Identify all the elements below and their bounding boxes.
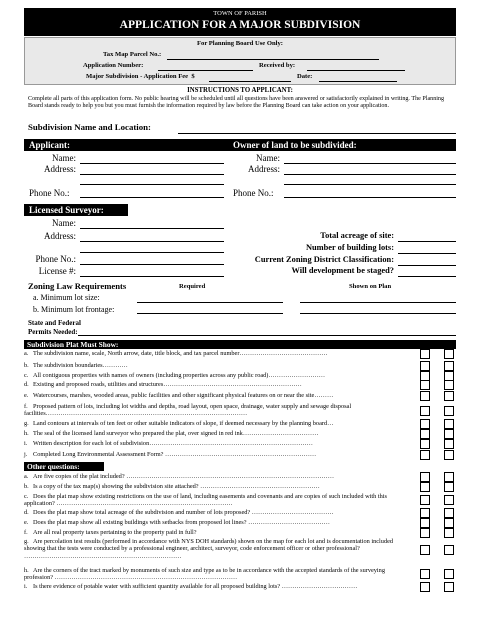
other-header: Other questions: bbox=[27, 462, 80, 471]
plat-yes-checkbox[interactable] bbox=[420, 439, 430, 449]
tax-map-field[interactable] bbox=[167, 59, 379, 60]
plat-item-text: The subdivision boundaries………… bbox=[33, 362, 128, 369]
plat-item bbox=[24, 451, 316, 458]
other-item bbox=[24, 483, 320, 490]
plat-no-checkbox[interactable] bbox=[444, 450, 454, 460]
plat-item-letter: g. bbox=[24, 420, 29, 427]
date-label: Date: bbox=[297, 73, 313, 80]
other-item-text: Are the corners of the tract marked by monuments of such size and type as to be in accordance with the accepted standards of the surveying profession? …………………………………………………………………………… bbox=[24, 567, 385, 582]
other-no-checkbox[interactable] bbox=[444, 472, 454, 482]
lot-size-required-field[interactable] bbox=[137, 302, 283, 303]
yes-column-label: YES bbox=[419, 341, 430, 347]
permits-field[interactable] bbox=[78, 335, 456, 336]
lot-size-shown-field[interactable] bbox=[300, 302, 456, 303]
other-item-letter: g. bbox=[24, 538, 29, 545]
applicant-address-field-1[interactable] bbox=[80, 174, 224, 175]
plat-yes-checkbox[interactable] bbox=[420, 406, 430, 416]
plat-item-letter: a. bbox=[24, 350, 29, 357]
plat-yes-checkbox[interactable] bbox=[420, 361, 430, 371]
other-item-letter: e. bbox=[24, 519, 29, 526]
zoning-shown-col: Shown on Plan bbox=[349, 283, 392, 290]
other-item-letter: d. bbox=[24, 509, 29, 516]
other-item bbox=[24, 493, 412, 508]
office-use-title: For Planning Board Use Only: bbox=[197, 40, 283, 47]
date-field[interactable] bbox=[319, 81, 397, 82]
other-item bbox=[24, 567, 412, 582]
other-item-letter: b. bbox=[24, 483, 29, 490]
applicant-header: Applicant: bbox=[29, 140, 71, 150]
plat-item-text: Proposed pattern of lots, including lot widths and depths, road layout, open space, drainage, water supply and sewage disposal facilities…………………………………………………………………………………… bbox=[24, 403, 352, 418]
other-item-text: Is a copy of the tax map(s) showing the subdivision site attached? ………………………………………………… bbox=[33, 483, 320, 490]
other-no-checkbox[interactable] bbox=[444, 528, 454, 538]
other-item-letter: c. bbox=[24, 493, 29, 500]
plat-no-checkbox[interactable] bbox=[444, 349, 454, 359]
plat-yes-checkbox[interactable] bbox=[420, 429, 430, 439]
instructions-title: INSTRUCTIONS TO APPLICANT: bbox=[187, 87, 293, 94]
building-lots-label: Number of building lots: bbox=[305, 243, 394, 252]
surveyor-license-label: License #: bbox=[38, 266, 76, 276]
other-yes-checkbox[interactable] bbox=[420, 508, 430, 518]
plat-item bbox=[24, 440, 313, 447]
applicant-address-label: Address: bbox=[44, 164, 76, 174]
surveyor-phone-label: Phone No.: bbox=[35, 254, 76, 264]
plat-yes-checkbox[interactable] bbox=[420, 391, 430, 401]
other-item-text: Does the plat map show existing restrictions on the use of land, including easements and covenants and are copies of such included with this application? ………………………………………………………………………… bbox=[24, 493, 387, 508]
zoning-classification-label: Current Zoning District Classification: bbox=[254, 255, 394, 264]
zoning-row-lot-size: a. Minimum lot size: bbox=[33, 293, 100, 302]
building-lots-field[interactable] bbox=[398, 253, 456, 254]
received-by-field[interactable] bbox=[307, 70, 405, 71]
plat-item-text: All contiguous properties with names of owners (including properties across any public road)……………………… bbox=[33, 372, 326, 379]
plat-yes-checkbox[interactable] bbox=[420, 419, 430, 429]
zoning-row-frontage: b. Minimum lot frontage: bbox=[33, 305, 115, 314]
surveyor-phone-field[interactable] bbox=[80, 264, 224, 265]
other-item-letter: i. bbox=[24, 583, 28, 590]
received-by-label: Received by: bbox=[259, 62, 296, 69]
surveyor-license-field[interactable] bbox=[80, 276, 224, 277]
no-column-label: NO bbox=[444, 341, 452, 347]
plat-item bbox=[24, 372, 325, 379]
plat-item-letter: d. bbox=[24, 381, 29, 388]
plat-no-checkbox[interactable] bbox=[444, 391, 454, 401]
permits-label-line-2: Permits Needed: bbox=[28, 328, 78, 336]
applicant-phone-label: Phone No.: bbox=[29, 188, 70, 198]
plat-no-checkbox[interactable] bbox=[444, 439, 454, 449]
zoning-title: Zoning Law Requirements bbox=[28, 281, 127, 291]
plat-item bbox=[24, 430, 318, 437]
plat-item bbox=[24, 362, 128, 369]
plat-item-text: Written description for each lot of subdivision…………………………………………………………………… bbox=[33, 440, 313, 447]
other-no-checkbox[interactable] bbox=[444, 508, 454, 518]
other-item bbox=[24, 473, 334, 480]
permits-label bbox=[28, 319, 81, 337]
plat-item-letter: f. bbox=[24, 403, 28, 410]
plat-item bbox=[24, 392, 333, 399]
other-item-text: Does the plat map show total acreage of the subdivision and number of lots proposed? ………………………………… bbox=[33, 509, 334, 516]
permits-label-line-1: State and Federal bbox=[28, 319, 81, 327]
fee-label-text: Major Subdivision - Application Fee bbox=[86, 73, 189, 80]
town-name: TOWN OF PARISH bbox=[213, 10, 267, 17]
other-no-checkbox[interactable] bbox=[444, 569, 454, 579]
other-item-text: Is there evidence of potable water with sufficient quantity available for all proposed building lots? ……………………………… bbox=[33, 583, 358, 590]
other-item bbox=[24, 583, 357, 590]
plat-item-text: The seal of the licensed land surveyor who prepared the plat, over signed in red ink……………………………… bbox=[33, 430, 319, 437]
plat-no-checkbox[interactable] bbox=[444, 361, 454, 371]
zoning-classification-field[interactable] bbox=[398, 265, 456, 266]
plat-yes-checkbox[interactable] bbox=[420, 450, 430, 460]
fee-currency: $ bbox=[191, 73, 195, 80]
total-acreage-label: Total acreage of site: bbox=[320, 231, 394, 240]
frontage-required-field[interactable] bbox=[137, 313, 283, 314]
plat-item-letter: e. bbox=[24, 392, 29, 399]
other-yes-checkbox[interactable] bbox=[420, 569, 430, 579]
applicant-phone-field[interactable] bbox=[80, 197, 224, 198]
other-item-text: Are all real property taxes pertaining to the property paid in full? bbox=[33, 529, 197, 536]
plat-no-checkbox[interactable] bbox=[444, 380, 454, 390]
other-yes-checkbox[interactable] bbox=[420, 495, 430, 505]
plat-item bbox=[24, 403, 412, 418]
other-yes-checkbox[interactable] bbox=[420, 545, 430, 555]
plat-item-letter: h. bbox=[24, 430, 29, 437]
other-item-letter: f. bbox=[24, 529, 28, 536]
owner-address-field-1[interactable] bbox=[284, 174, 456, 175]
surveyor-name-label: Name: bbox=[52, 218, 76, 228]
plat-item-text: Completed Long Environmental Assessment Form? ……………………………………………………………… bbox=[33, 451, 317, 458]
other-item-letter: a. bbox=[24, 473, 29, 480]
total-acreage-field[interactable] bbox=[398, 241, 456, 242]
zoning-required-col: Required bbox=[179, 283, 206, 290]
other-yes-checkbox[interactable] bbox=[420, 582, 430, 592]
plat-item-letter: c. bbox=[24, 372, 29, 379]
other-item bbox=[24, 519, 330, 526]
plat-yes-checkbox[interactable] bbox=[420, 349, 430, 359]
plat-item-letter: b. bbox=[24, 362, 29, 369]
plat-item-letter: j. bbox=[24, 451, 28, 458]
form-title: APPLICATION FOR A MAJOR SUBDIVISION bbox=[119, 19, 361, 31]
other-item-text: Does the plat map show all existing buildings with setbacks from proposed lot lines? ………………………………… bbox=[33, 519, 330, 526]
plat-item-text: The subdivision name, scale, North arrow, date, title block, and tax parcel number…………………………………… bbox=[33, 350, 328, 357]
other-item-text: Are five copies of the plat included? ……………………………………………………………………………………… bbox=[33, 473, 334, 480]
plat-item-text: Watercourses, marshes, wooded areas, public facilities and other significant physical features on or near the site……… bbox=[33, 392, 334, 399]
other-yes-checkbox[interactable] bbox=[420, 518, 430, 528]
other-no-checkbox[interactable] bbox=[444, 582, 454, 592]
other-item bbox=[24, 529, 197, 536]
other-yes-checkbox[interactable] bbox=[420, 482, 430, 492]
plat-no-checkbox[interactable] bbox=[444, 406, 454, 416]
owner-name-field[interactable] bbox=[284, 163, 456, 164]
surveyor-header: Licensed Surveyor: bbox=[29, 205, 104, 215]
surveyor-address-field-2[interactable] bbox=[80, 252, 224, 253]
owner-name-label: Name: bbox=[256, 153, 280, 163]
plat-no-checkbox[interactable] bbox=[444, 429, 454, 439]
other-no-checkbox[interactable] bbox=[444, 482, 454, 492]
owner-phone-field[interactable] bbox=[284, 197, 456, 198]
other-item bbox=[24, 509, 334, 516]
other-no-checkbox[interactable] bbox=[444, 545, 454, 555]
instructions-text: Complete all parts of this application form. No public hearing will be scheduled until all questions have been answered or satisfactorily explained in writing. The Planning Board stands ready to help you but you must furnish the information required by law before the Planning Board can take action on your application. bbox=[28, 96, 445, 110]
surveyor-name-field[interactable] bbox=[80, 228, 224, 229]
staged-label: Will development be staged? bbox=[291, 266, 394, 275]
application-number-label: Application Number: bbox=[83, 62, 144, 69]
tax-map-label: Tax Map Parcel No.: bbox=[103, 51, 162, 58]
staged-field[interactable] bbox=[398, 276, 456, 277]
owner-phone-label: Phone No.: bbox=[233, 188, 274, 198]
application-number-field[interactable] bbox=[158, 70, 253, 71]
other-item-letter: h. bbox=[24, 567, 29, 574]
owner-address-label: Address: bbox=[248, 164, 280, 174]
fee-field[interactable] bbox=[209, 81, 291, 82]
plat-header: Subdivision Plat Must Show: bbox=[27, 340, 119, 349]
plat-item bbox=[24, 350, 328, 357]
applicant-name-label: Name: bbox=[52, 153, 76, 163]
other-yes-checkbox[interactable] bbox=[420, 472, 430, 482]
other-no-checkbox[interactable] bbox=[444, 495, 454, 505]
plat-item-text: Existing and proposed roads, utilities and structures………………………………………………………… bbox=[33, 381, 302, 388]
other-item bbox=[24, 538, 412, 560]
surveyor-address-label: Address: bbox=[44, 231, 76, 241]
plat-no-checkbox[interactable] bbox=[444, 419, 454, 429]
plat-item bbox=[24, 420, 333, 427]
frontage-shown-field[interactable] bbox=[300, 313, 456, 314]
form-header bbox=[24, 8, 456, 36]
plat-item-text: Land contours at intervals of ten feet or other suitable indicators of slope, if deemed necessary by the planning board… bbox=[33, 420, 334, 427]
owner-address-field-2[interactable] bbox=[284, 184, 456, 185]
subdivision-name-label: Subdivision Name and Location: bbox=[28, 122, 151, 132]
applicant-address-field-2[interactable] bbox=[80, 184, 224, 185]
plat-item bbox=[24, 381, 302, 388]
office-use-box bbox=[24, 37, 456, 85]
plat-item-letter: i. bbox=[24, 440, 28, 447]
other-yes-checkbox[interactable] bbox=[420, 528, 430, 538]
other-no-checkbox[interactable] bbox=[444, 518, 454, 528]
surveyor-address-field-1[interactable] bbox=[80, 241, 224, 242]
plat-yes-checkbox[interactable] bbox=[420, 380, 430, 390]
other-item-text: Are percolation test results (performed in accordance with NYS DOH standards) shown on the map for each lot and is documentation included showing that the tests were conducted by a professional engineer, architect, surveyor, code enforcement officer or other professional? ………………………………………………………………… bbox=[24, 538, 394, 560]
fee-label bbox=[86, 73, 195, 80]
owner-header: Owner of land to be subdivided: bbox=[233, 140, 357, 150]
applicant-name-field[interactable] bbox=[80, 163, 224, 164]
subdivision-name-field[interactable] bbox=[178, 133, 456, 134]
